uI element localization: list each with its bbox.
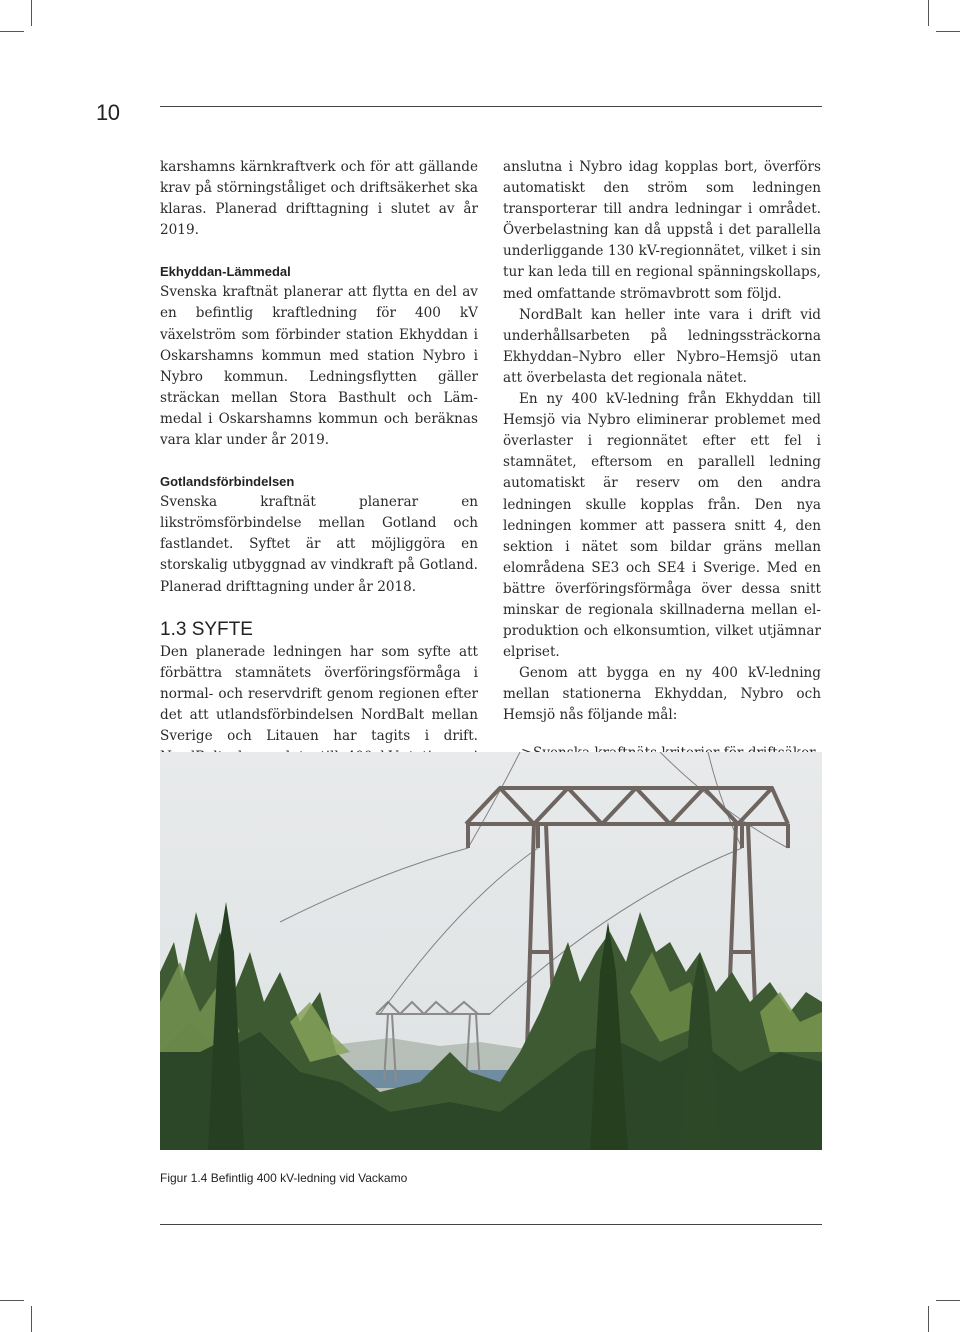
- crop-mark-top-right: [928, 0, 929, 26]
- power-line-forest-image: [160, 752, 822, 1150]
- right-column: [503, 157, 821, 785]
- crop-mark-bottom-right: [928, 1306, 929, 1332]
- right-paragraph-4: Genom att bygga en ny 400 kV-ledning mellan stationerna Ekhyddan, Nybro och Hemsjö nås följande mål:: [503, 665, 821, 724]
- crop-mark-top-left-h: [0, 31, 24, 32]
- crop-mark-bottom-left-h: [0, 1300, 24, 1301]
- section-heading-ekhyddan: Ekhyddan-Lämmedal: [160, 264, 291, 280]
- footer-rule: [160, 1224, 822, 1225]
- right-paragraph-3: En ny 400 kV-ledning från Ekhyddan till Hemsjö via Nybro eliminerar problemet med överlaster i regionnätet efter ett fel i stamnätet, eftersom en parallell ledning automatiskt är reserv om den andra ledningen skulle kopplas från. Den nya ledningen kommer att passera snitt 4, den sektion i nätet som bildar gräns mellan elområdena SE3 och SE4 i Sverige. Med en bättre överföringsförmåga över dessa snitt minskar de regionala skillnaderna mellan elproduktion och elkonsumtion, vilket utjämnar elpriset.: [503, 391, 821, 661]
- header-rule: [160, 106, 822, 107]
- section-heading-gotland: Gotlandsförbindelsen: [160, 474, 295, 490]
- figure-photo-power-line: [160, 752, 822, 1150]
- section-body-gotland: Svenska kraftnät planerar en likströmsförbindelse mellan Gotland och fastlandet. Syftet är att möjliggöra en storskalig utbyggnad av vindkraft på Gotland. Planerad drifttagning under år 2018.: [160, 494, 478, 595]
- section-heading-syfte: 1.3 SYFTE: [160, 618, 253, 640]
- section-body-syfte: Den planerade ledningen har som syfte att förbättra stamnätets överföringsförmåga i normal- och reservdrift genom regionen efter det att utlandsförbindelsen NordBalt mellan Sverige och Litauen har tagits i drift.: [160, 643, 478, 744]
- crop-mark-bottom-right-h: [936, 1300, 960, 1301]
- right-paragraph-2: NordBalt kan heller inte vara i drift vid underhållsarbeten på ledningssträckorna Ekhyddan–Nybro eller Nybro–Hemsjö utan att överbelasta det regionala nätet.: [503, 306, 821, 386]
- crop-mark-top-left: [31, 0, 32, 26]
- intro-paragraph: karshamns kärnkraftverk och för att gällande krav på störningståliget och driftsäkerhet ska klaras. Planerad drifttagning i slutet av år 2019.: [160, 159, 478, 239]
- right-paragraph-1: anslutna i Nybro idag kopplas bort, överförs automatiskt den ström som ledningen transporterar till andra ledningar i området. Överbelastning kan då uppstå i det parallella underliggande 130 kV-regionnätet, vilket i sin tur kan leda till en regional spänningskollaps, med omfattande strömavbrott som följd.: [503, 159, 821, 302]
- page-number: 10: [96, 100, 120, 125]
- section-body-ekhyddan: Svenska kraftnät planerar att flytta en del av en befintlig kraftledning för 400 kV växelström som förbinder station Ekhyddan i Oskarshamns kommun med station Nybro i Nybro kommun. Ledningsflytten gäller sträckan mellan Stora Basthult och Lämmedal i Oskarshamns kommun och beräknas vara klar under år 2019.: [160, 284, 478, 449]
- left-column: [160, 157, 478, 853]
- figure-caption: Figur 1.4 Befintlig 400 kV-ledning vid Vackamo: [160, 1171, 408, 1185]
- crop-mark-top-right-h: [936, 31, 960, 32]
- crop-mark-bottom-left: [31, 1306, 32, 1332]
